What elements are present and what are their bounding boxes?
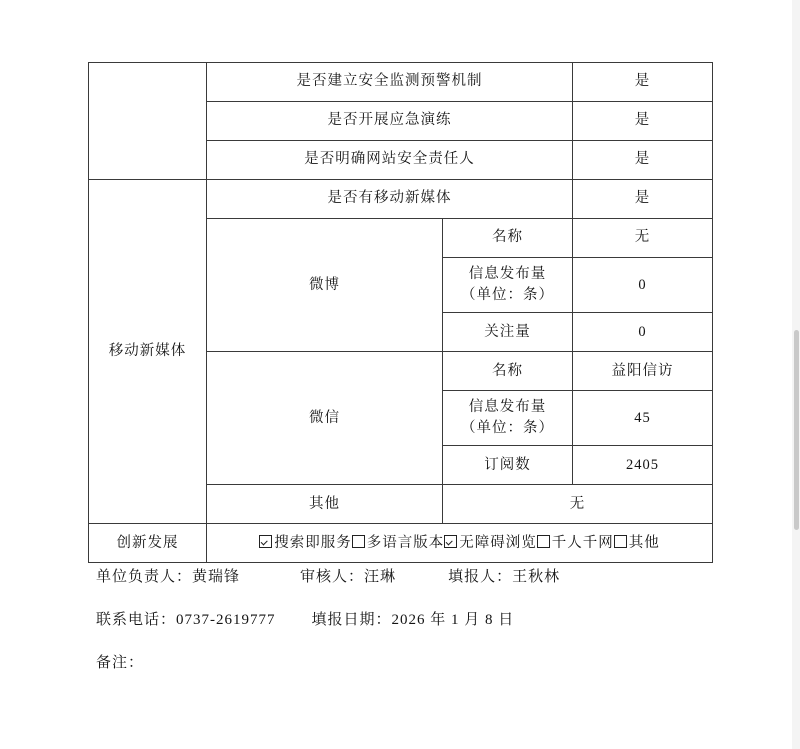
value-cell: 无	[573, 219, 713, 258]
weibo-label: 微博	[207, 219, 443, 352]
other-label: 其他	[207, 485, 443, 524]
field-line-1: 信息发布量	[468, 399, 547, 416]
innovation-options	[207, 524, 713, 563]
innovation-option[interactable]	[537, 535, 614, 551]
value-cell: 45	[573, 391, 713, 446]
question-cell: 是否明确网站安全责任人	[207, 141, 573, 180]
date-value: 2026 年 1 月 8 日	[391, 612, 515, 628]
checkbox-icon[interactable]	[444, 535, 457, 548]
table-row	[89, 63, 713, 102]
innovation-option[interactable]	[614, 535, 660, 551]
checkbox-icon[interactable]	[352, 535, 365, 548]
checkbox-icon[interactable]	[537, 535, 550, 548]
value-cell: 0	[573, 313, 713, 352]
remark-label: 备注：	[96, 655, 145, 671]
unit-leader-label: 单位负责人：	[96, 569, 193, 585]
footer-row-signatures	[96, 565, 736, 586]
report-table	[88, 62, 713, 563]
unit-leader-value: 黄瑞锋	[192, 569, 241, 585]
field-cell: 名称	[443, 352, 573, 391]
empty-label-cell	[89, 63, 207, 180]
date-label: 填报日期：	[311, 612, 392, 628]
field-cell: 关注量	[443, 313, 573, 352]
checkbox-icon[interactable]	[259, 535, 272, 548]
value-cell: 2405	[573, 446, 713, 485]
question-cell-has-new-media: 是否有移动新媒体	[207, 180, 573, 219]
answer-cell-has-new-media: 是	[573, 180, 713, 219]
footer-row-remark	[96, 651, 736, 672]
innovation-option-label: 多语言版本	[366, 534, 445, 551]
other-value: 无	[443, 485, 713, 524]
value-cell: 益阳信访	[573, 352, 713, 391]
value-cell: 0	[573, 258, 713, 313]
footer-block	[96, 565, 736, 694]
field-cell: 订阅数	[443, 446, 573, 485]
filler-label: 填报人：	[448, 569, 513, 585]
scrollbar-track[interactable]	[792, 0, 800, 749]
table-row	[89, 180, 713, 219]
question-cell: 是否开展应急演练	[207, 102, 573, 141]
footer-row-contact	[96, 608, 736, 629]
field-line-1: 信息发布量	[468, 266, 547, 282]
weixin-label: 微信	[207, 352, 443, 485]
question-cell: 是否建立安全监测预警机制	[207, 63, 573, 102]
answer-cell: 是	[573, 63, 713, 102]
innovation-option[interactable]	[259, 535, 352, 551]
scrollbar-thumb[interactable]	[794, 330, 799, 530]
field-cell	[443, 258, 573, 313]
phone-value: 0737-2619777	[176, 612, 276, 628]
field-line-2: （单位：条）	[461, 287, 554, 304]
reviewer-label: 审核人：	[300, 569, 365, 585]
section-label-new-media: 移动新媒体	[89, 180, 207, 524]
filler-value: 王秋林	[512, 569, 561, 585]
field-cell	[443, 391, 573, 446]
innovation-option-label: 搜索即服务	[274, 534, 352, 551]
innovation-option[interactable]	[352, 535, 445, 551]
table-row	[89, 524, 713, 563]
phone-label: 联系电话：	[96, 612, 177, 628]
innovation-option-label: 无障碍浏览	[459, 534, 537, 551]
innovation-option-label: 其他	[628, 534, 660, 551]
answer-cell: 是	[573, 141, 713, 180]
field-cell: 名称	[443, 219, 573, 258]
answer-cell: 是	[573, 102, 713, 141]
innovation-option-label: 千人千网	[551, 534, 614, 551]
field-line-2: （单位：条）	[461, 420, 554, 437]
innovation-label: 创新发展	[89, 524, 207, 563]
reviewer-value: 汪琳	[364, 569, 397, 585]
innovation-option[interactable]	[444, 535, 537, 551]
checkbox-icon[interactable]	[614, 535, 627, 548]
